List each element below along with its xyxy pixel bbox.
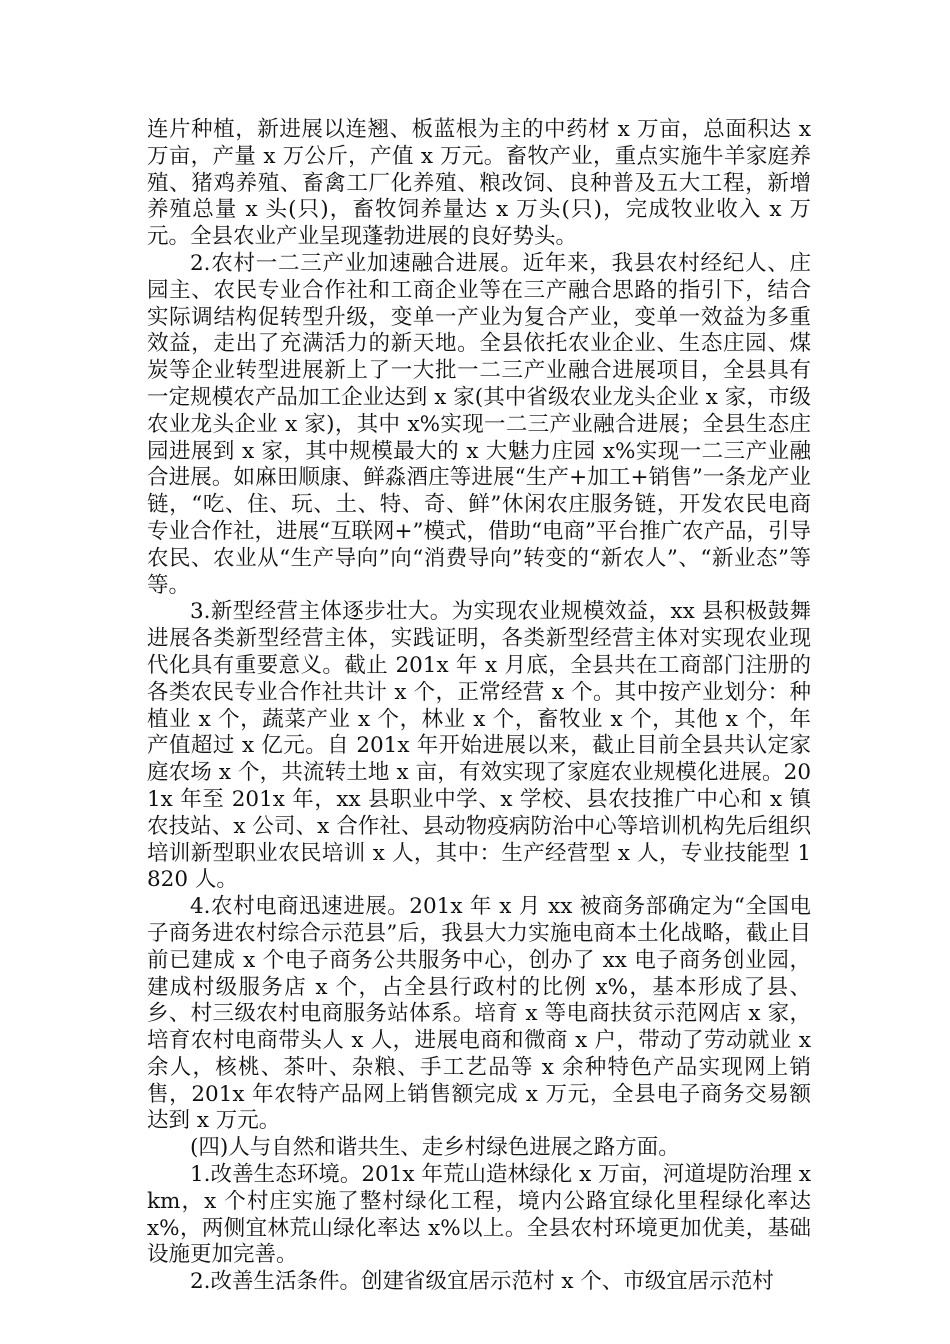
paragraph-continuation: 连片种植，新进展以连翘、板蓝根为主的中药材 x 万亩，总面积达 x 万亩，产量 x 万公斤，产值 x 万元。畜牧产业，重点实施牛羊家庭养殖、猪鸡养殖、畜禽工厂化养殖、粮改饲、良种普及五大工程，新增养殖总量 x 头(只)，畜牧饲养量达 x 万头(只)，完成牧业收入 x 万元。全县农业产业呈现蓬勃进展的良好势头。	[147, 117, 811, 250]
section-heading-4: (四)人与自然和谐共生、走乡村绿色进展之路方面。	[190, 1135, 680, 1161]
paragraph-item-3: 3.新型经营主体逐步壮大。为实现农业规模效益，xx 县积极鼓舞进展各类新型经营主体，实践证明，各类新型经营主体对实现农业现代化具有重要意义。截止 201x 年 x 月底，全县共在工商部门注册的各类农民专业合作社共计 x 个，正常经营 x 个。其中按产业划分：种植业 x 个，蔬菜产业 x 个，林业 x 个，畜牧业 x 个，其他 x 个，年产值超过 x 亿元。自 201x 年开始进展以来，截止目前全县共认定家庭农场 x 个，共流转土地 x 亩，有效实现了家庭农业规模化进展。201x 年至 201x 年，xx 县职业中学、x 学校、县农技推广中心和 x 镇农技站、x 公司、x 合作社、县动物疫病防治中心等培训机构先后组织培训新型职业农民培训 x 人，其中：生产经营型 x 人，专业技能型 1820 人。	[147, 599, 811, 893]
document-body	[147, 117, 811, 1296]
paragraph-ecology: 1.改善生态环境。201x 年荒山造林绿化 x 万亩，河道堤防治理 xkm，x 个村庄实施了整村绿化工程，境内公路宜绿化里程绿化率达 x%，两侧宜林荒山绿化率达 x%以上。全县农村环境更加优美，基础设施更加完善。	[147, 1162, 811, 1268]
paragraph-item-2: 2.农村一二三产业加速融合进展。近年来，我县农村经纪人、庄园主、农民专业合作社和工商企业等在三产融合思路的指引下，结合实际调结构促转型升级，变单一产业为复合产业，变单一效益为多重效益，走出了充满活力的新天地。全县依托农业企业、生态庄园、煤炭等企业转型进展新上了一大批一二三产业融合进展项目，全县具有一定规模农产品加工企业达到 x 家(其中省级农业龙头企业 x 家，市级农业龙头企业 x 家)，其中 x%实现一二三产业融合进展；全县生态庄园进展到 x 家，其中规模最大的 x 大魅力庄园 x%实现一二三产业融合进展。如麻田顺康、鲜淼酒庄等进展“生产+加工+销售”一条龙产业链，“吃、住、玩、土、特、奇、鲜”休闲农庄服务链，开发农民电商专业合作社，进展“互联网+”模式，借助“电商”平台推广农产品，引导农民、农业从“生产导向”向“消费导向”转变的“新农人”、“新业态”等等。	[147, 250, 811, 598]
paragraph-living-conditions: 2.改善生活条件。创建省级宜居示范村 x 个、市级宜居示范村	[190, 1269, 774, 1295]
paragraph-item-4: 4.农村电商迅速进展。201x 年 x 月 xx 被商务部确定为“全国电子商务进农村综合示范县”后，我县大力实施电商本土化战略，截止目前已建成 x 个电子商务公共服务中心，创办了 xx 电子商务创业园，建成村级服务店 x 个，占全县行政村的比例 x%，基本形成了县、乡、村三级农村电商服务站体系。培育 x 等电商扶贫示范网店 x 家，培育农村电商带头人 x 人，进展电商和微商 x 户，带动了劳动就业 x 余人，核桃、茶叶、杂粮、手工艺品等 x 余种特色产品实现网上销售，201x 年农特产品网上销售额完成 x 万元，全县电子商务交易额达到 x 万元。	[147, 894, 811, 1134]
